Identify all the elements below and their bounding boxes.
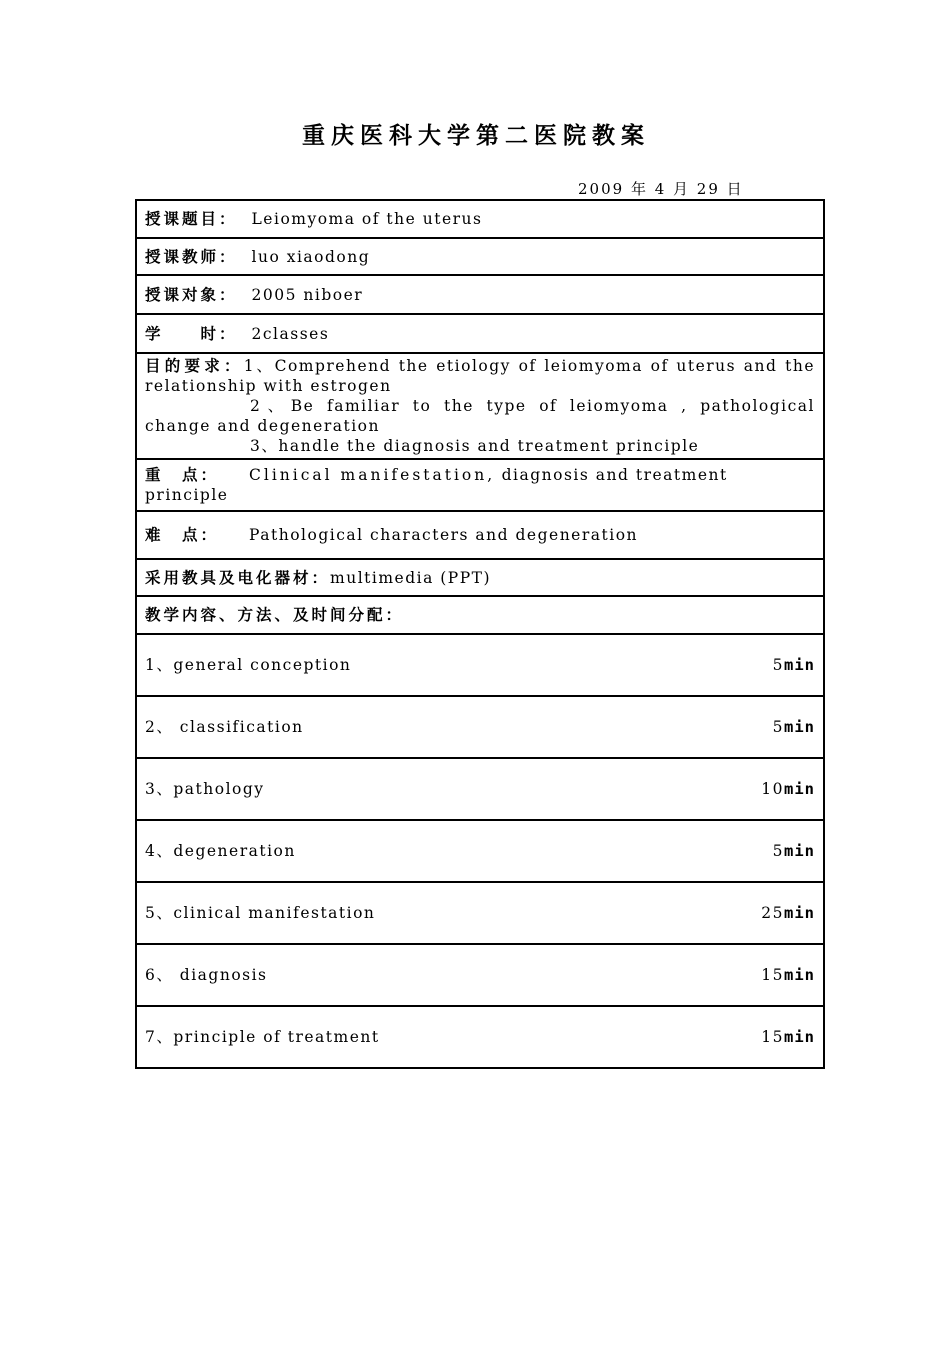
schedule-row xyxy=(136,944,824,1006)
key-points-value-b: diagnosis and treatment principle xyxy=(145,466,728,504)
schedule-item-unit: min xyxy=(784,966,815,984)
topic-label: 授课题目： xyxy=(145,210,238,228)
schedule-row xyxy=(136,696,824,758)
topic-value: Leiomyoma of the uterus xyxy=(251,210,483,228)
schedule-item-text: 3、pathology xyxy=(145,780,265,798)
audience-row xyxy=(136,275,824,314)
schedule-item-minutes: 5 xyxy=(772,718,784,736)
key-points-value-a: Clinical manifestation, xyxy=(249,466,496,484)
audience-value: 2005 niboer xyxy=(251,285,364,304)
schedule-item-unit: min xyxy=(784,1028,815,1046)
page-title: 重庆医科大学第二医院教案 xyxy=(302,123,650,149)
objectives-label: 目的要求： xyxy=(145,357,244,375)
schedule-item-minutes: 25 xyxy=(761,904,784,922)
objective-text-2: 2、Be familiar to the type of leiomyoma , pathological change and degeneration xyxy=(145,397,815,435)
difficult-points-value: Pathological characters and degeneration xyxy=(249,526,639,544)
content-header-label: 教学内容、方法、及时间分配： xyxy=(145,606,405,624)
topic-row xyxy=(136,200,824,238)
schedule-item-time xyxy=(761,965,815,985)
equipment-row xyxy=(136,559,824,596)
schedule-item-text: 2、 classification xyxy=(145,718,304,736)
schedule-item-text: 6、 diagnosis xyxy=(145,966,268,984)
schedule-item-minutes: 15 xyxy=(761,1028,784,1046)
key-points-label: 重 点： xyxy=(145,466,220,484)
hours-row xyxy=(136,314,824,353)
schedule-row xyxy=(136,820,824,882)
teacher-value: luo xiaodong xyxy=(251,247,371,266)
schedule-row xyxy=(136,1006,824,1068)
schedule-row xyxy=(136,758,824,820)
schedule-item-time xyxy=(761,1027,815,1047)
schedule-item-text: 4、degeneration xyxy=(145,842,296,860)
schedule-item-minutes: 15 xyxy=(761,966,784,984)
objective-line-3 xyxy=(145,436,815,456)
teacher-row xyxy=(136,238,824,275)
schedule-row xyxy=(136,634,824,696)
schedule-item-unit: min xyxy=(784,656,815,674)
schedule-item-time xyxy=(773,655,815,675)
schedule-item-text: 7、principle of treatment xyxy=(145,1028,380,1046)
hours-label: 学 时： xyxy=(145,324,238,343)
teacher-label: 授课教师： xyxy=(145,247,238,266)
content-header-row xyxy=(136,596,824,634)
schedule-item-unit: min xyxy=(784,842,815,860)
difficult-points-row xyxy=(136,511,824,559)
equipment-label: 采用教具及电化器材： xyxy=(145,568,331,587)
schedule-item-time xyxy=(761,903,815,923)
difficult-points-label: 难 点： xyxy=(145,526,220,544)
objective-text-3: 3、handle the diagnosis and treatment principle xyxy=(250,437,700,455)
objective-text-1: 1、Comprehend the etiology of leiomyoma of uterus and the relationship with estrogen xyxy=(145,357,815,395)
schedule-item-unit: min xyxy=(784,780,815,798)
objectives-row xyxy=(136,353,824,459)
schedule-item-time xyxy=(761,779,815,799)
schedule-item-unit: min xyxy=(784,904,815,922)
equipment-value: multimedia (PPT) xyxy=(330,568,492,587)
schedule-item-time xyxy=(773,841,815,861)
audience-label: 授课对象： xyxy=(145,285,238,304)
objective-line-2 xyxy=(145,396,815,436)
schedule-item-unit: min xyxy=(784,718,815,736)
schedule-item-minutes: 5 xyxy=(772,842,784,860)
hours-value: 2classes xyxy=(251,324,330,343)
schedule-item-minutes: 10 xyxy=(761,780,784,798)
key-points-row xyxy=(136,459,824,511)
schedule-item-time xyxy=(773,717,815,737)
schedule-item-text: 5、clinical manifestation xyxy=(145,904,376,922)
schedule-item-text: 1、general conception xyxy=(145,656,352,674)
objective-line-1 xyxy=(145,356,815,396)
lesson-plan-table xyxy=(135,199,825,1069)
schedule-row xyxy=(136,882,824,944)
lesson-date: 2009 年 4 月 29 日 xyxy=(578,180,744,198)
schedule-item-minutes: 5 xyxy=(772,656,784,674)
